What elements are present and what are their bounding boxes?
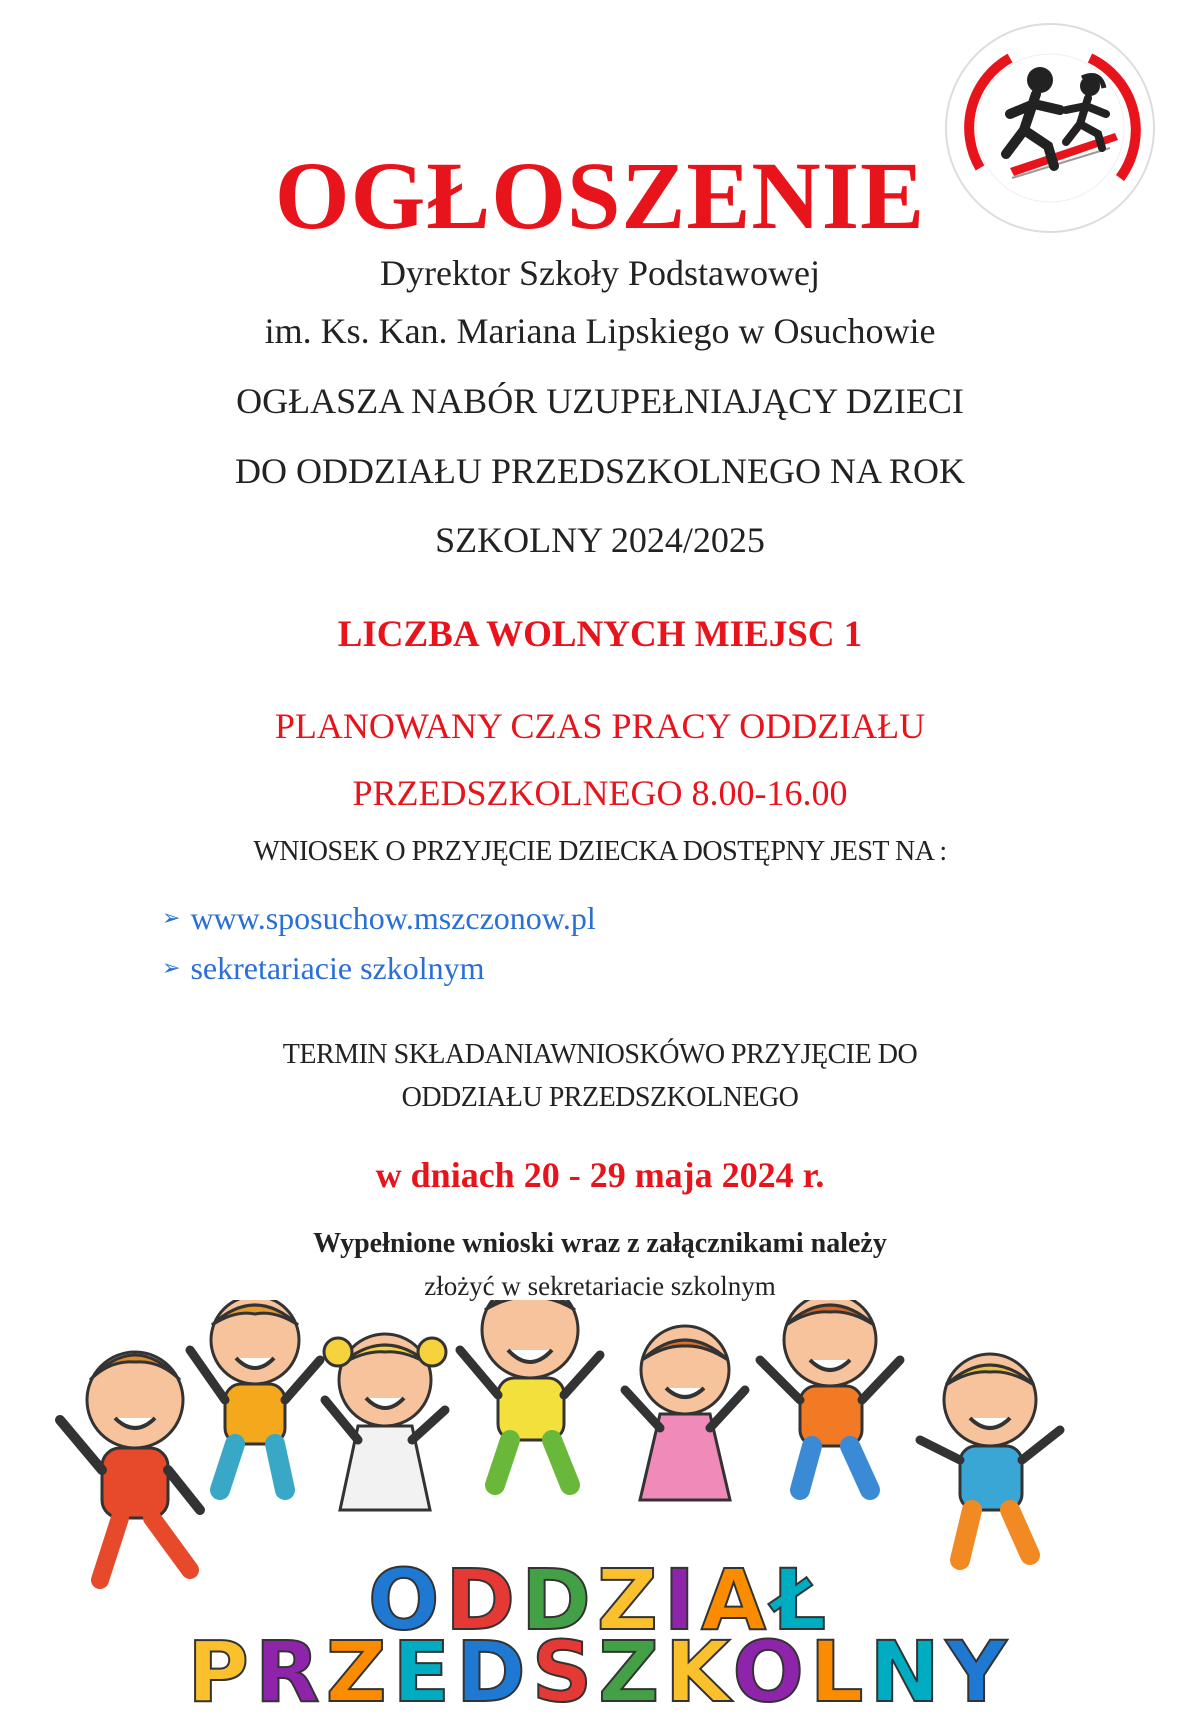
recruitment-line-3: SZKOLNY 2024/2025	[435, 520, 765, 560]
free-places-line: LICZBA WOLNYCH MIEJSC 1	[337, 614, 863, 655]
secretariat-text: sekretariacie szkolnym	[190, 949, 485, 986]
banner-letter: R	[255, 1623, 326, 1721]
director-line: Dyrektor Szkoły Podstawowej	[380, 253, 820, 293]
banner-letter: D	[445, 1551, 522, 1649]
banner-letter: Z	[325, 1623, 393, 1721]
list-item	[162, 943, 596, 993]
banner-letter: D	[456, 1623, 532, 1721]
banner-letter: P	[187, 1623, 255, 1721]
submission-line-1: Wypełnione wnioski wraz z załącznikami należy	[313, 1228, 887, 1259]
deadline-line-1: TERMIN SKŁADANIAWNIOSKÓWO PRZYJĘCIE DO	[282, 1039, 918, 1070]
working-hours-line-1: PLANOWANY CZAS PRACY ODDZIAŁU	[274, 706, 926, 746]
banner-letter: O	[732, 1623, 810, 1721]
submission-line-2: złożyć w sekretariacie szkolnym	[424, 1271, 776, 1301]
working-hours-line-2: PRZEDSZKOLNEGO 8.00-16.00	[352, 773, 848, 813]
banner-letter: Y	[945, 1623, 1013, 1721]
application-locations-list	[162, 893, 596, 993]
arrow-bullet-icon: ➢	[162, 955, 181, 981]
banner-letter: K	[665, 1623, 733, 1721]
website-link[interactable]: www.sposuchow.mszczonow.pl	[190, 899, 596, 936]
banner-text	[187, 1623, 1012, 1721]
banner-letter: S	[531, 1623, 599, 1721]
announcement-title: OGŁOSZENIE	[274, 142, 926, 249]
recruitment-line-1: OGŁASZA NABÓR UZUPEŁNIAJĄCY DZIECI	[236, 381, 964, 421]
banner-letter: N	[869, 1623, 946, 1721]
banner-line-2	[0, 1623, 1200, 1721]
banner-letter: L	[809, 1623, 870, 1721]
banner-letter: Z	[596, 1551, 664, 1649]
arrow-bullet-icon: ➢	[162, 905, 181, 931]
deadline-line-2: ODDZIAŁU PRZEDSZKOLNEGO	[401, 1082, 799, 1113]
banner-letter: A	[701, 1551, 773, 1649]
banner-letter: I	[663, 1551, 702, 1649]
school-name-line: im. Ks. Kan. Mariana Lipskiego w Osuchowie	[264, 311, 936, 351]
list-item[interactable]	[162, 893, 596, 943]
banner-letter: E	[392, 1623, 456, 1721]
recruitment-line-2: DO ODDZIAŁU PRZEDSZKOLNEGO NA ROK	[235, 451, 965, 491]
banner-letter: Z	[598, 1623, 666, 1721]
deadline-dates: w dniach 20 - 29 maja 2024 r.	[375, 1155, 825, 1195]
banner-letter: Ł	[772, 1551, 833, 1649]
banner-letter: D	[521, 1551, 597, 1649]
application-heading: WNIOSEK O PRZYJĘCIE DZIECKA DOSTĘPNY JEST NA :	[253, 836, 947, 867]
banner-letter: O	[367, 1551, 446, 1649]
